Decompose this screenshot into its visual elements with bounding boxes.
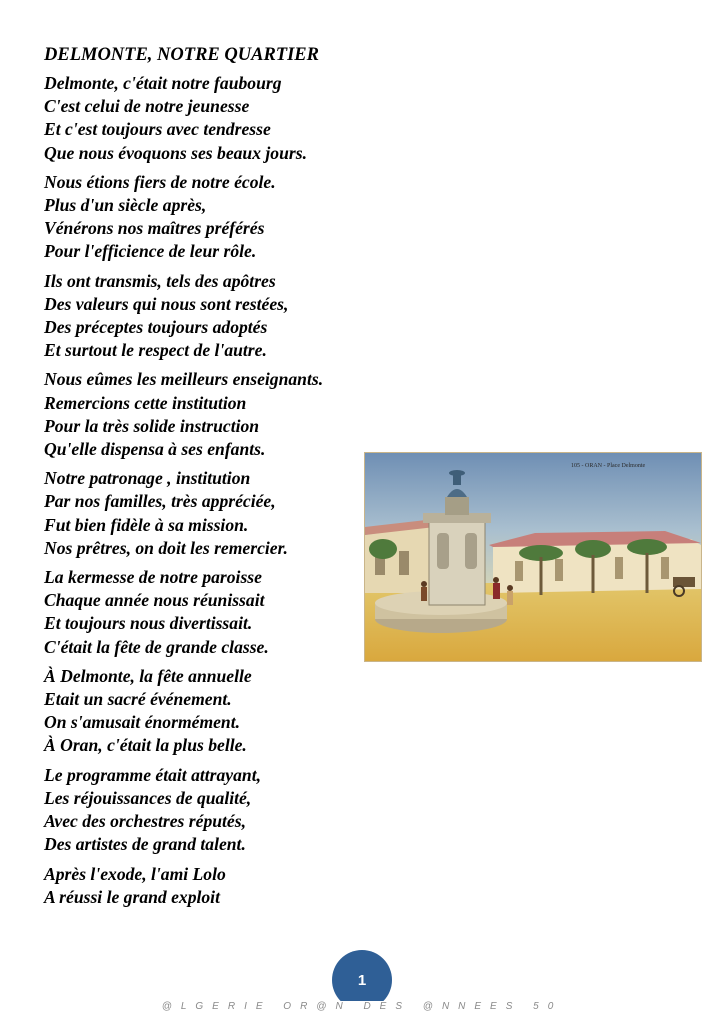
poem-line: Et surtout le respect de l'autre. bbox=[44, 340, 267, 361]
poem-stanza bbox=[44, 665, 374, 758]
page-number: 1 bbox=[357, 971, 367, 989]
poem-line: Plus d'un siècle après, bbox=[44, 195, 207, 216]
poem-stanza bbox=[44, 566, 374, 659]
poem-line: Nos prêtres, on doit les remercier. bbox=[44, 537, 288, 558]
poem-line: À Oran, c'était la plus belle. bbox=[44, 735, 247, 756]
poem-line: Vénérons nos maîtres préférés bbox=[44, 218, 265, 239]
poem-line: C'est celui de notre jeunesse bbox=[44, 96, 250, 117]
poem-line: Par nos familles, très appréciée, bbox=[44, 491, 276, 512]
poem-line: Nous étions fiers de notre école. bbox=[44, 171, 276, 192]
poem-line: A réussi le grand exploit bbox=[44, 886, 220, 907]
poem-line: La kermesse de notre paroisse bbox=[44, 567, 262, 588]
poem-stanza bbox=[44, 72, 374, 165]
poem-line: Pour la très solide instruction bbox=[44, 415, 260, 436]
postcard-image bbox=[364, 452, 702, 662]
poem-line: Notre patronage , institution bbox=[44, 468, 251, 489]
poem-title: DELMONTE, NOTRE QUARTIER bbox=[44, 45, 319, 65]
poem-line: Pour l'efficience de leur rôle. bbox=[44, 241, 257, 262]
poem-line: Ils ont transmis, tels des apôtres bbox=[44, 270, 276, 291]
poem-line: Fut bien fidèle à sa mission. bbox=[44, 514, 249, 535]
poem-stanza bbox=[44, 368, 374, 461]
poem-line: Avec des orchestres réputés, bbox=[44, 811, 246, 832]
poem-line: Nous eûmes les meilleurs enseignants. bbox=[44, 369, 324, 390]
poem-line: Etait un sacré événement. bbox=[44, 689, 232, 710]
poem-line: À Delmonte, la fête annuelle bbox=[44, 665, 252, 686]
poem-stanza bbox=[44, 863, 374, 909]
postcard-illustration bbox=[365, 453, 701, 661]
poem-line: Remercions cette institution bbox=[44, 392, 247, 413]
footer-text: @LGERIE OR@N DES @NNEES 50 bbox=[161, 1001, 563, 1012]
poem-line: On s'amusait énormément. bbox=[44, 712, 241, 733]
poem-body bbox=[44, 72, 374, 915]
page-footer bbox=[0, 1001, 724, 1012]
poem-stanza bbox=[44, 270, 374, 363]
poem-line: Les réjouissances de qualité, bbox=[44, 787, 252, 808]
poem-line: Qu'elle dispensa à ses enfants. bbox=[44, 439, 266, 460]
poem-line: Des préceptes toujours adoptés bbox=[44, 317, 268, 338]
poem-line: Des valeurs qui nous sont restées, bbox=[44, 293, 289, 314]
poem-stanza bbox=[44, 467, 374, 560]
poem-line: C'était la fête de grande classe. bbox=[44, 636, 269, 657]
poem-line: Et toujours nous divertissait. bbox=[44, 613, 253, 634]
poem-line: Le programme était attrayant, bbox=[44, 764, 261, 785]
poem-line: Delmonte, c'était notre faubourg bbox=[44, 73, 282, 93]
poem-line: Après l'exode, l'ami Lolo bbox=[44, 863, 226, 884]
poem-line: Que nous évoquons ses beaux jours. bbox=[44, 142, 307, 163]
poem-stanza bbox=[44, 764, 374, 857]
poem-line: Chaque année nous réunissait bbox=[44, 590, 265, 611]
poem-line: Des artistes de grand talent. bbox=[44, 834, 246, 855]
postcard-caption: 105 - ORAN - Place Delmonte bbox=[571, 463, 646, 469]
poem-line: Et c'est toujours avec tendresse bbox=[44, 119, 271, 140]
poem-stanza bbox=[44, 171, 374, 264]
